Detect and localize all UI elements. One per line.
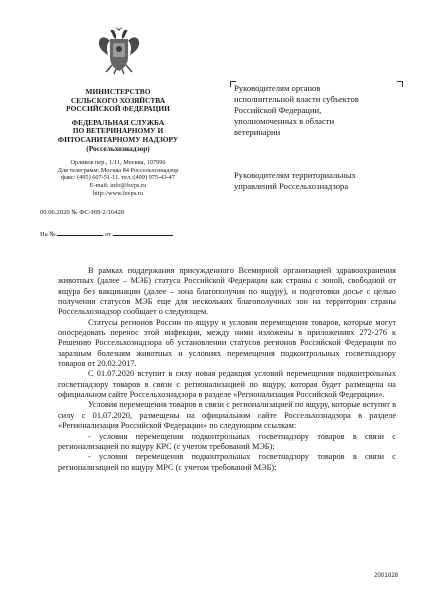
service-line-1: ФЕДЕРАЛЬНАЯ СЛУЖБА	[71, 117, 165, 127]
addressee-block-2	[234, 170, 402, 192]
letter-body	[58, 266, 396, 473]
document-date-number: 09.06.2020 № ФС-НВ-2/16428	[40, 209, 125, 216]
sender-contacts	[42, 159, 194, 197]
reference-number-blank	[57, 227, 103, 236]
service-line-3: ФИТОСАНИТАРНОМУ НАДЗОРУ	[57, 134, 179, 144]
addressee-1-line: исполнительной власти субъектов	[234, 94, 359, 104]
addressee-1-line: ветеринарии	[234, 127, 281, 137]
sender-header	[42, 88, 194, 197]
body-list-item: - условия перемещения подконтрольных госветнадзору товаров в связи с регионализацией по ящуру КРС (с учетом требований МЭБ);	[58, 431, 396, 451]
contact-email: E-mail: info@fsvps.ru	[89, 181, 147, 189]
addressee-1-line: Российской Федерации,	[234, 105, 322, 115]
service-short-name: (Россельхознадзор)	[86, 143, 150, 153]
document-footer-code: 2001028	[374, 572, 399, 579]
ministry-line-1: МИНИСТЕРСТВО	[85, 87, 151, 96]
ministry-line-3: РОССИЙСКОЙ ФЕДЕРАЦИИ	[66, 104, 170, 114]
body-paragraph: В рамках поддержания присужденного Всемирной организацией здравоохранения животных (далее – МЭБ) статуса Российской Федерации как страны с зоной, свободной от ящура без вакцинации (далее – зона благополучия по ящуру), и подготовки досье с целью получения статусов МЭБ еще для нескольких благополучных зон на территории страны Россельхознадзор сообщает о следующем.	[58, 266, 396, 317]
reference-number-line	[40, 227, 173, 238]
reference-date-blank	[113, 227, 173, 236]
contact-phone-fax: факс: (495) 607-51-11. тел.:(499) 975-43-47	[61, 174, 175, 182]
contact-website: http://www.fsvps.ru	[93, 189, 143, 197]
service-line-2: ПО ВЕТЕРИНАРНОМУ И	[72, 126, 164, 136]
addressee-block-1	[234, 83, 402, 138]
ministry-line-2: СЕЛЬСКОГО ХОЗЯЙСТВА	[70, 95, 166, 105]
contact-address: Орликов пер., 1/11, Москва, 107996	[70, 159, 166, 167]
body-paragraph: Статусы регионов России по ящуру и условия перемещения товаров, которые могут опосредовать перенос этой инфекции, между ними изложены в приложениях 272-276 к Решению Россельхознадзора об установлении статусов регионов Российской Федерации по заразным болезням животных и условиях перемещения подконтрольных госветнадзору товаров от 20.02.2017.	[58, 317, 396, 369]
addressee-2-line: управлений Россельхознадзора	[234, 181, 349, 191]
addressee-1-line: Руководителям органов	[234, 83, 321, 93]
body-paragraph: Условия перемещения товаров в связи с регионализацией по ящуру, которые вступят в силу с 01.07.2020, размещены на официальном сайте Россельхознадзора в разделе «Регионализация Российской Федерации» по следующим ссылкам:	[58, 400, 396, 431]
coat-of-arms-emblem	[96, 25, 142, 75]
body-paragraph: С 01.07.2020 вступит в силу новая редакция условий перемещения подконтрольных госветнадзору товаров в связи с регионализацией по ящуру, которая будет размещена на официальном сайте Россельхознадзора в разделе «Регионализация Российской Федерации».	[58, 369, 396, 400]
addressee-2-line: Руководителям территориальных	[234, 170, 356, 180]
contact-telegram: Для телеграмм: Москва 84 Россельхознадзор	[57, 166, 179, 174]
addressee-1-line: уполномоченных в области	[234, 116, 335, 126]
reference-from-label: от	[104, 231, 112, 238]
reference-prefix: На №	[40, 231, 56, 238]
body-list-item: - условия перемещения подконтрольных госветнадзору товаров в связи с регионализацией по ящуру МРС (с учетом требований МЭБ);	[58, 452, 396, 472]
